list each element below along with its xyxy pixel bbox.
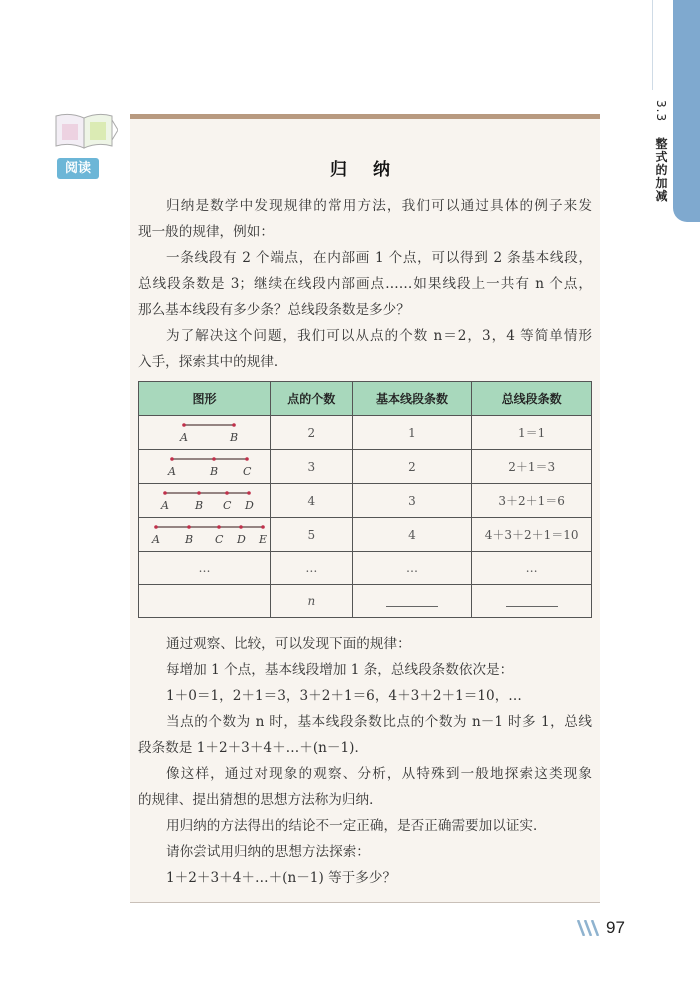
total-cell: 2＋1＝3	[472, 450, 592, 484]
point-label: A	[168, 465, 177, 478]
line-segment-figure	[139, 518, 269, 548]
text-line: 用归纳的方法得出的结论不一定正确，是否正确需要加以证实．	[166, 818, 547, 834]
segment-point	[188, 525, 192, 529]
answer-blank	[506, 592, 558, 607]
text-line: 归纳是数学中发现规律的常用方法，我们可以通过具体的例子来发	[166, 198, 592, 214]
basic-cell: 4	[352, 518, 472, 552]
text-line: 为了解决这个问题，我们可以从点的个数 n＝2，3，4 等简单情形	[166, 328, 592, 344]
open-book-icon	[52, 112, 118, 150]
text-line: 现一般的规律，例如：	[138, 224, 274, 240]
point-label: B	[230, 431, 239, 444]
text-line: 请你尝试用归纳的思想方法探索：	[166, 844, 370, 860]
point-label: A	[152, 533, 161, 546]
point-label: C	[243, 465, 252, 478]
text-line: 的规律、提出猜想的思想方法称为归纳．	[138, 792, 383, 808]
point-label: C	[215, 533, 224, 546]
table-row	[139, 450, 592, 484]
segment-point	[213, 457, 217, 461]
segment-point	[226, 491, 230, 495]
induction-table	[138, 381, 592, 618]
basic-cell: 1	[352, 416, 472, 450]
points-cell-n: n	[270, 585, 352, 618]
line-segment-figure	[139, 484, 269, 514]
segment-point	[246, 457, 250, 461]
point-label: D	[245, 499, 255, 512]
point-label: A	[180, 431, 189, 444]
table-row-ellipsis	[139, 552, 592, 585]
ellipsis-cell: …	[472, 552, 592, 585]
text-line: 一条线段有 2 个端点，在内部画 1 个点，可以得到 2 条基本线段，	[166, 250, 592, 266]
segment-point	[164, 491, 168, 495]
header-points: 点的个数	[270, 382, 352, 416]
side-divider	[652, 0, 653, 90]
segment-point	[218, 525, 222, 529]
text-line: 像这样，通过对现象的观察、分析，从特殊到一般地探索这类现象	[166, 766, 592, 782]
page-number: 97	[606, 918, 625, 937]
point-label: B	[195, 499, 204, 512]
chapter-tab	[673, 0, 700, 222]
reading-box	[130, 114, 600, 903]
header-figure: 图形	[139, 382, 271, 416]
text-line: 1＋0＝1，2＋1＝3，3＋2＋1＝6，4＋3＋2＋1＝10，…	[166, 688, 522, 704]
points-cell: 4	[270, 484, 352, 518]
basic-cell: 3	[352, 484, 472, 518]
segment-figure	[139, 450, 271, 484]
section-number: 3.3	[654, 100, 668, 123]
total-cell: 3＋2＋1＝6	[472, 484, 592, 518]
page-stripes-icon	[576, 920, 602, 936]
segment-point	[240, 525, 244, 529]
point-label: B	[210, 465, 219, 478]
points-cell: 3	[270, 450, 352, 484]
text-line: 段条数是 1＋2＋3＋4＋…＋(n－1)．	[138, 740, 369, 756]
table-row	[139, 484, 592, 518]
segment-point	[171, 457, 175, 461]
point-label: B	[185, 533, 194, 546]
chapter-side-label	[648, 100, 670, 202]
segment-point	[262, 525, 266, 529]
segment-point	[248, 491, 252, 495]
basic-cell: 2	[352, 450, 472, 484]
answer-blank	[386, 592, 438, 607]
reading-title: 归 纳	[330, 160, 400, 180]
blank-cell	[472, 585, 592, 618]
table-row	[139, 518, 592, 552]
header-total-segments: 总线段条数	[472, 382, 592, 416]
total-cell: 4＋3＋2＋1＝10	[472, 518, 592, 552]
line-segment-figure	[139, 450, 269, 480]
text-line: 入手，探索其中的规律．	[138, 354, 288, 370]
point-label: E	[259, 533, 268, 546]
segment-figure	[139, 484, 271, 518]
empty-cell	[139, 585, 271, 618]
ellipsis-cell: …	[139, 552, 271, 585]
point-label: A	[161, 499, 170, 512]
table-row-n	[139, 585, 592, 618]
segment-point	[183, 423, 187, 427]
table-row	[139, 416, 592, 450]
text-line: 当点的个数为 n 时，基本线段条数比点的个数为 n－1 时多 1，总线	[166, 714, 592, 730]
conclusion-paragraphs	[138, 631, 592, 891]
text-line: 1＋2＋3＋4＋…＋(n－1) 等于多少？	[166, 870, 397, 886]
segment-figure	[139, 518, 271, 552]
ellipsis-cell: …	[270, 552, 352, 585]
text-line: 每增加 1 个点，基本线段增加 1 条，总线段条数依次是：	[166, 662, 514, 678]
segment-point	[233, 423, 237, 427]
text-line: 通过观察、比较，可以发现下面的规律：	[166, 636, 411, 652]
point-label: D	[237, 533, 247, 546]
point-label: C	[223, 499, 232, 512]
header-basic-segments: 基本线段条数	[352, 382, 472, 416]
table-header-row	[139, 382, 592, 416]
reading-badge: 阅读	[57, 158, 99, 179]
points-cell: 5	[270, 518, 352, 552]
points-cell: 2	[270, 416, 352, 450]
segment-point	[155, 525, 159, 529]
blank-cell	[352, 585, 472, 618]
text-line: 总线段条数是 3；继续在线段内部画点……如果线段上一共有 n 个点，	[138, 276, 592, 292]
line-segment-figure	[139, 416, 269, 446]
segment-figure	[139, 416, 271, 450]
text-line: 那么基本线段有多少条？总线段条数是多少？	[138, 302, 410, 318]
ellipsis-cell: …	[352, 552, 472, 585]
segment-point	[198, 491, 202, 495]
section-title: 整式的加减	[654, 137, 668, 203]
intro-paragraphs	[138, 193, 592, 375]
total-cell: 1＝1	[472, 416, 592, 450]
